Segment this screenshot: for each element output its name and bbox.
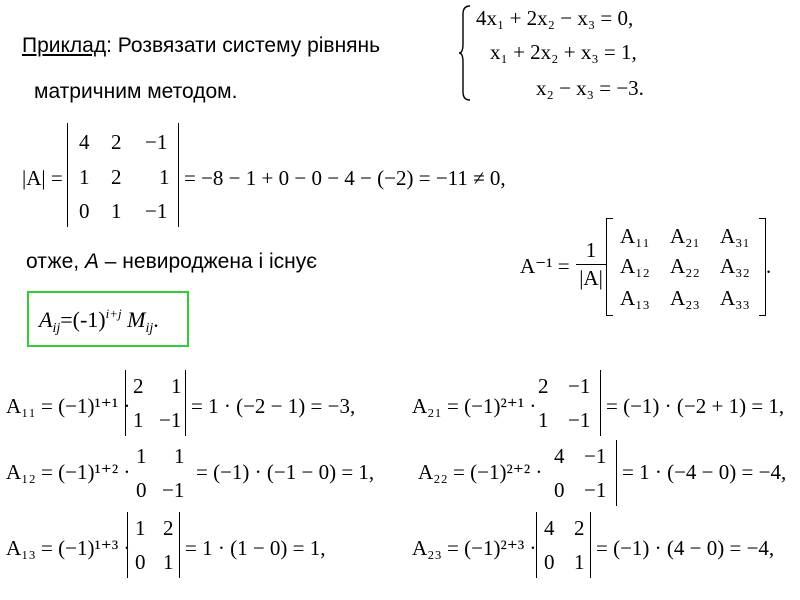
cofactor-a22-bar-right: [616, 440, 617, 506]
minor-cell: −1: [584, 478, 607, 502]
minor-cell: 2: [574, 516, 585, 540]
minor-cell: 4: [544, 516, 555, 540]
det-cell: 2: [111, 130, 122, 154]
inverse-fraction: [576, 240, 606, 289]
minor-cell: 0: [544, 550, 555, 574]
det-cell: 4: [79, 130, 90, 154]
minor-cell: 4: [554, 444, 565, 468]
det-cell: 0: [79, 199, 90, 223]
inverse-numerator: 1: [585, 238, 597, 262]
inverse-period: .: [766, 254, 772, 278]
minor-cell: 2: [133, 374, 144, 398]
cofactor-a11-minor: [125, 370, 185, 436]
adjugate-matrix: [612, 218, 762, 314]
cofactor-a21-lhs: A₂₁ = (−1)²⁺¹ ·: [412, 394, 537, 418]
conclusion-text: [26, 250, 317, 274]
system-brace: [458, 4, 472, 102]
cofactor-a13-rhs: = 1 · (1 − 0) = 1,: [185, 536, 326, 560]
minor-cell: 1: [133, 408, 144, 432]
cofactor-formula: $A_{ij}=(-1)^{i+j}$ $M_{ij}$.: [39, 306, 159, 336]
cofactor-a21-minor: [532, 370, 598, 436]
minor-cell: −1: [584, 444, 607, 468]
cofactor-a13-lhs: A₁₃ = (−1)¹⁺³ ·: [6, 536, 131, 560]
cofactor-a23-lhs: A₂₃ = (−1)²⁺³ ·: [412, 536, 537, 560]
minor-cell: 2: [163, 516, 174, 540]
minor-cell: −1: [568, 408, 591, 432]
cofactor-a11-lhs: A₁₁ = (−1)¹⁺¹ ·: [6, 394, 131, 418]
minor-cell: 1: [135, 516, 146, 540]
det-bar-right: [178, 123, 179, 227]
det-cell: 1: [79, 165, 90, 189]
inverse-lhs: A⁻¹ =: [520, 254, 570, 278]
minor-cell: 0: [554, 478, 565, 502]
cofactor-a12-minor: [128, 440, 190, 506]
cofactor-a11-rhs: = 1 · (−2 − 1) = −3,: [191, 394, 356, 418]
minor-cell: 1: [538, 408, 549, 432]
adj-cell: A₂₃: [670, 286, 700, 310]
task-text-line2: матричним методом.: [34, 80, 238, 103]
cofactor-a22-rhs: = 1 · (−4 − 0) = −4,: [622, 460, 787, 484]
det-matrix: [67, 123, 178, 227]
conclusion-suffix: – невироджена і існує: [98, 250, 317, 273]
system-row-1: 4x₁ + 2x₂ − x₃ = 0,: [476, 6, 634, 30]
adj-cell: A₁₃: [620, 286, 650, 310]
cofactor-formula-box: [27, 291, 189, 347]
minor-cell: 0: [135, 550, 146, 574]
det-cell: 2: [111, 165, 122, 189]
adj-cell: A₂₂: [670, 254, 700, 278]
cofactor-a23-rhs: = (−1) · (4 − 0) = −4,: [596, 536, 775, 560]
cofactor-a12-rhs: = (−1) · (−1 − 0) = 1,: [196, 460, 375, 484]
det-cell: −1: [145, 130, 168, 154]
inverse-denominator: |A|: [579, 266, 603, 290]
conclusion-var: A: [84, 250, 99, 273]
adj-cell: A₃₁: [720, 224, 750, 248]
system-row-2: x₁ + 2x₂ + x₃ = 1,: [490, 40, 637, 64]
minor-cell: 1: [174, 444, 185, 468]
minor-cell: −1: [568, 374, 591, 398]
cofactor-a21-rhs: = (−1) · (−2 + 1) = 1,: [606, 394, 785, 418]
minor-cell: 0: [136, 478, 147, 502]
example-label[interactable]: Приклад: [22, 34, 107, 57]
cofactor-a23-minor: [536, 512, 590, 578]
adj-cell: A₃₂: [720, 254, 750, 278]
adj-cell: A₁₂: [620, 254, 650, 278]
cofactor-a22-lhs: A₂₂ = (−1)²⁺² ·: [418, 460, 543, 484]
task-statement: [22, 34, 380, 58]
cofactor-a11-bar-right: [185, 370, 186, 436]
det-rhs: = −8 − 1 + 0 − 0 − 4 − (−2) = −11 ≠ 0,: [184, 166, 506, 190]
minor-cell: 1: [171, 374, 182, 398]
det-cell: 1: [159, 165, 170, 189]
det-lhs: |A| =: [22, 166, 63, 190]
minor-cell: 1: [574, 550, 585, 574]
minor-cell: 1: [136, 444, 147, 468]
conclusion-prefix: отже,: [26, 250, 85, 273]
task-text: : Розвязати систему рівнянь: [106, 34, 381, 57]
adj-cell: A₃₃: [720, 286, 750, 310]
adj-cell: A₁₁: [620, 224, 650, 248]
minor-cell: −1: [159, 408, 182, 432]
cofactor-a13-minor: [127, 512, 179, 578]
det-cell: −1: [145, 199, 168, 223]
cofactor-a13-bar-right: [179, 512, 180, 578]
minor-cell: 1: [163, 550, 174, 574]
minor-cell: −1: [162, 478, 185, 502]
det-cell: 1: [111, 199, 122, 223]
minor-cell: 2: [538, 374, 549, 398]
system-row-3: x₂ − x₃ = −3.: [536, 76, 644, 100]
cofactor-a23-bar-right: [590, 512, 591, 578]
adj-cell: A₂₁: [670, 224, 700, 248]
cofactor-a21-bar-right: [600, 370, 601, 436]
cofactor-a22-minor: [548, 440, 614, 506]
cofactor-a12-lhs: A₁₂ = (−1)¹⁺² ·: [6, 460, 131, 484]
